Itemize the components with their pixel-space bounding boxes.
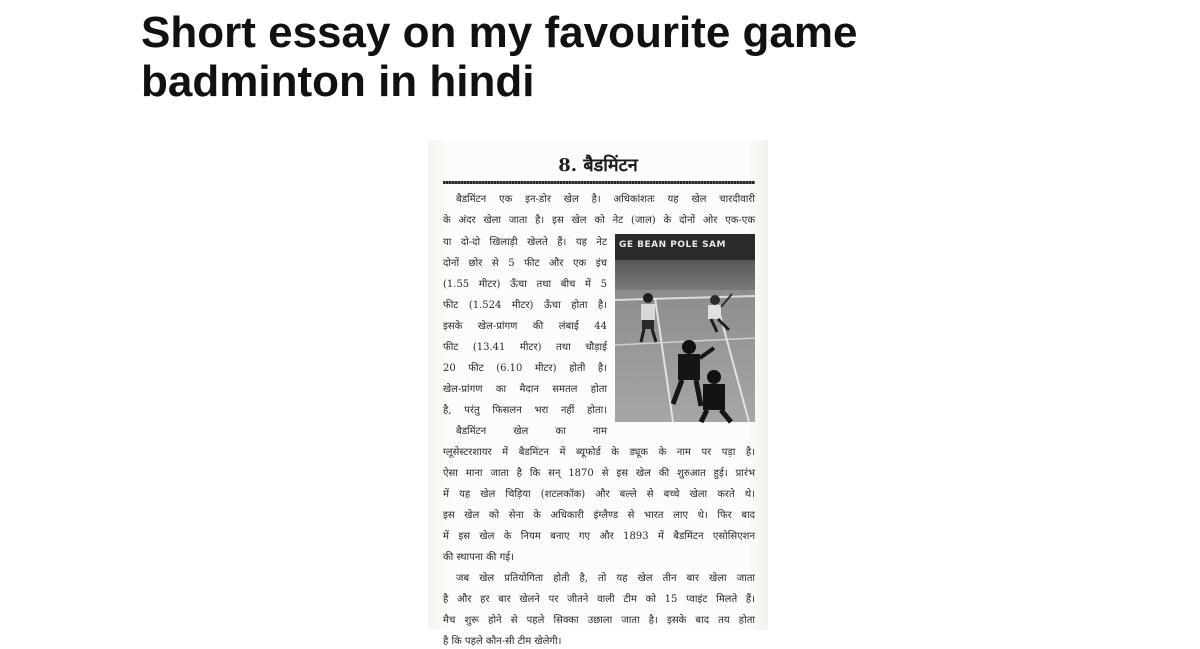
text-line: दोनों छोर से 5 फीट और एक इंच bbox=[443, 258, 607, 269]
text-line: में यह खेल चिड़िया (शटलकॉक) और बल्ले से बच्चे खेला करते थे। bbox=[443, 489, 755, 500]
page-title: Short essay on my favourite game badminton in hindi bbox=[141, 8, 858, 106]
heading-rule bbox=[443, 181, 755, 184]
text-line: है और हर बार खेलने पर जीतने वाली टीम को 15 प्वाइंट मिलते हैं। bbox=[443, 594, 755, 605]
text-line: फीट (13.41 मीटर) तथा चौड़ाई bbox=[443, 342, 607, 353]
text-line: की स्थापना की गई। bbox=[443, 552, 514, 563]
text-line: है कि पहले कौन-सी टीम खेलेगी। bbox=[443, 636, 562, 647]
text-line: फीट (1.524 मीटर) ऊँचा होता है। bbox=[443, 300, 607, 311]
photo-stands bbox=[615, 260, 755, 290]
chapter-heading: 8. बैडमिंटन bbox=[558, 155, 638, 176]
photo-banner bbox=[615, 234, 755, 260]
text-line: में इस खेल के नियम बनाए गए और 1893 में बैडमिंटन एसोसिएशन bbox=[443, 531, 755, 542]
text-line: ग्लूसेस्टरशायर में बैडमिंटन में ब्यूफोर्ड के ड्यूक के नाम पर पड़ा है। bbox=[443, 447, 755, 458]
text-line: 20 फीट (6.10 मीटर) होती है। bbox=[443, 363, 607, 374]
scanned-page-image bbox=[428, 140, 768, 647]
court-surface bbox=[615, 290, 755, 422]
text-line: मैच शुरू होने से पहले सिक्का उछाला जाता है। इसके बाद तय होता bbox=[443, 615, 755, 626]
badminton-photo bbox=[615, 234, 755, 422]
text-line: है, परंतु फिसलन भरा नहीं होता। bbox=[443, 405, 607, 416]
photo-banner-text: GE BEAN POLE SAM bbox=[619, 240, 726, 250]
text-line: बैडमिंटन एक इन-डोर खेल है। अधिकांशतः यह खेल चारदीवारी bbox=[456, 194, 755, 205]
text-line: (1.55 मीटर) ऊँचा तथा बीच में 5 bbox=[443, 279, 607, 290]
text-line: इसके खेल-प्रांगण की लंबाई 44 bbox=[443, 321, 607, 332]
text-line: खेल-प्रांगण का मैदान समतल होता bbox=[443, 384, 607, 395]
text-line: या दो-दो खिलाड़ी खेलते हैं। यह नेट bbox=[443, 237, 607, 248]
text-line: इस खेल को सेना के अधिकारी इंग्लैण्ड से भारत लाए थे। फिर बाद bbox=[443, 510, 755, 521]
text-line: ऐसा माना जाता है कि सन् 1870 से इस खेल की शुरुआत हुई। प्रारंभ bbox=[443, 468, 755, 479]
text-line: बैडमिंटन खेल का नाम bbox=[456, 426, 607, 437]
court-players-illustration bbox=[615, 290, 755, 422]
text-line: जब खेल प्रतियोगिता होती है, तो यह खेल तीन बार खेला जाता bbox=[456, 573, 755, 584]
text-line: के अंदर खेला जाता है। इस खेल को नेट (जाल) के दोनों ओर एक-एक bbox=[443, 215, 755, 226]
